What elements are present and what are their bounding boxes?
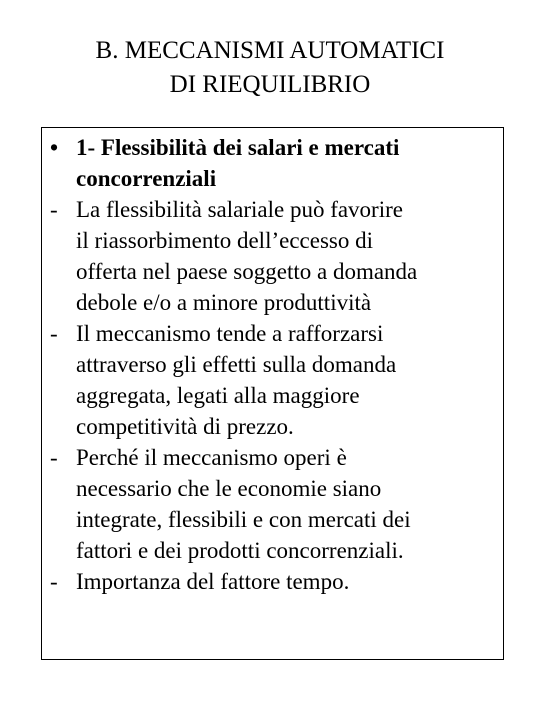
list-item-line: necessario che le economie siano	[76, 476, 382, 501]
list-item-line: attraverso gli effetti sulla domanda	[76, 352, 397, 377]
content-box	[41, 127, 504, 660]
list-item-line: La flessibilità salariale può favorire	[76, 197, 403, 222]
list-item-line: Il meccanismo tende a rafforzarsi	[76, 321, 384, 346]
list-item	[42, 194, 482, 318]
slide-title-line-2: DI RIEQUILIBRIO	[169, 71, 371, 98]
list-item-line: debole e/o a minore produttività	[76, 290, 372, 315]
list-item-line: Perché il meccanismo operi è	[76, 445, 347, 470]
dash-marker: -	[50, 197, 58, 222]
dash-marker: -	[50, 321, 58, 346]
dash-marker: -	[50, 445, 58, 470]
bullet-marker: •	[50, 135, 59, 160]
list-item	[42, 318, 482, 442]
list-item	[42, 566, 482, 597]
list-item-line: competitività di prezzo.	[76, 414, 294, 439]
list-item-line: offerta nel paese soggetto a domanda	[76, 259, 418, 284]
slide-title	[0, 34, 540, 102]
list-item-line: il riassorbimento dell’eccesso di	[76, 228, 374, 253]
list-item-heading	[42, 132, 482, 194]
dash-marker: -	[50, 569, 58, 594]
list-item	[42, 442, 482, 566]
list-item-line: aggregata, legati alla maggiore	[76, 383, 360, 408]
list-item-line: concorrenziali	[76, 166, 217, 191]
bullet-list	[42, 132, 482, 597]
slide-title-line-1: B. MECCANISMI AUTOMATICI	[95, 37, 445, 64]
list-item-line: 1- Flessibilità dei salari e mercati	[76, 135, 400, 160]
list-item-line: integrate, flessibili e con mercati dei	[76, 507, 411, 532]
list-item-line: Importanza del fattore tempo.	[76, 569, 350, 594]
list-item-line: fattori e dei prodotti concorrenziali.	[76, 538, 404, 563]
